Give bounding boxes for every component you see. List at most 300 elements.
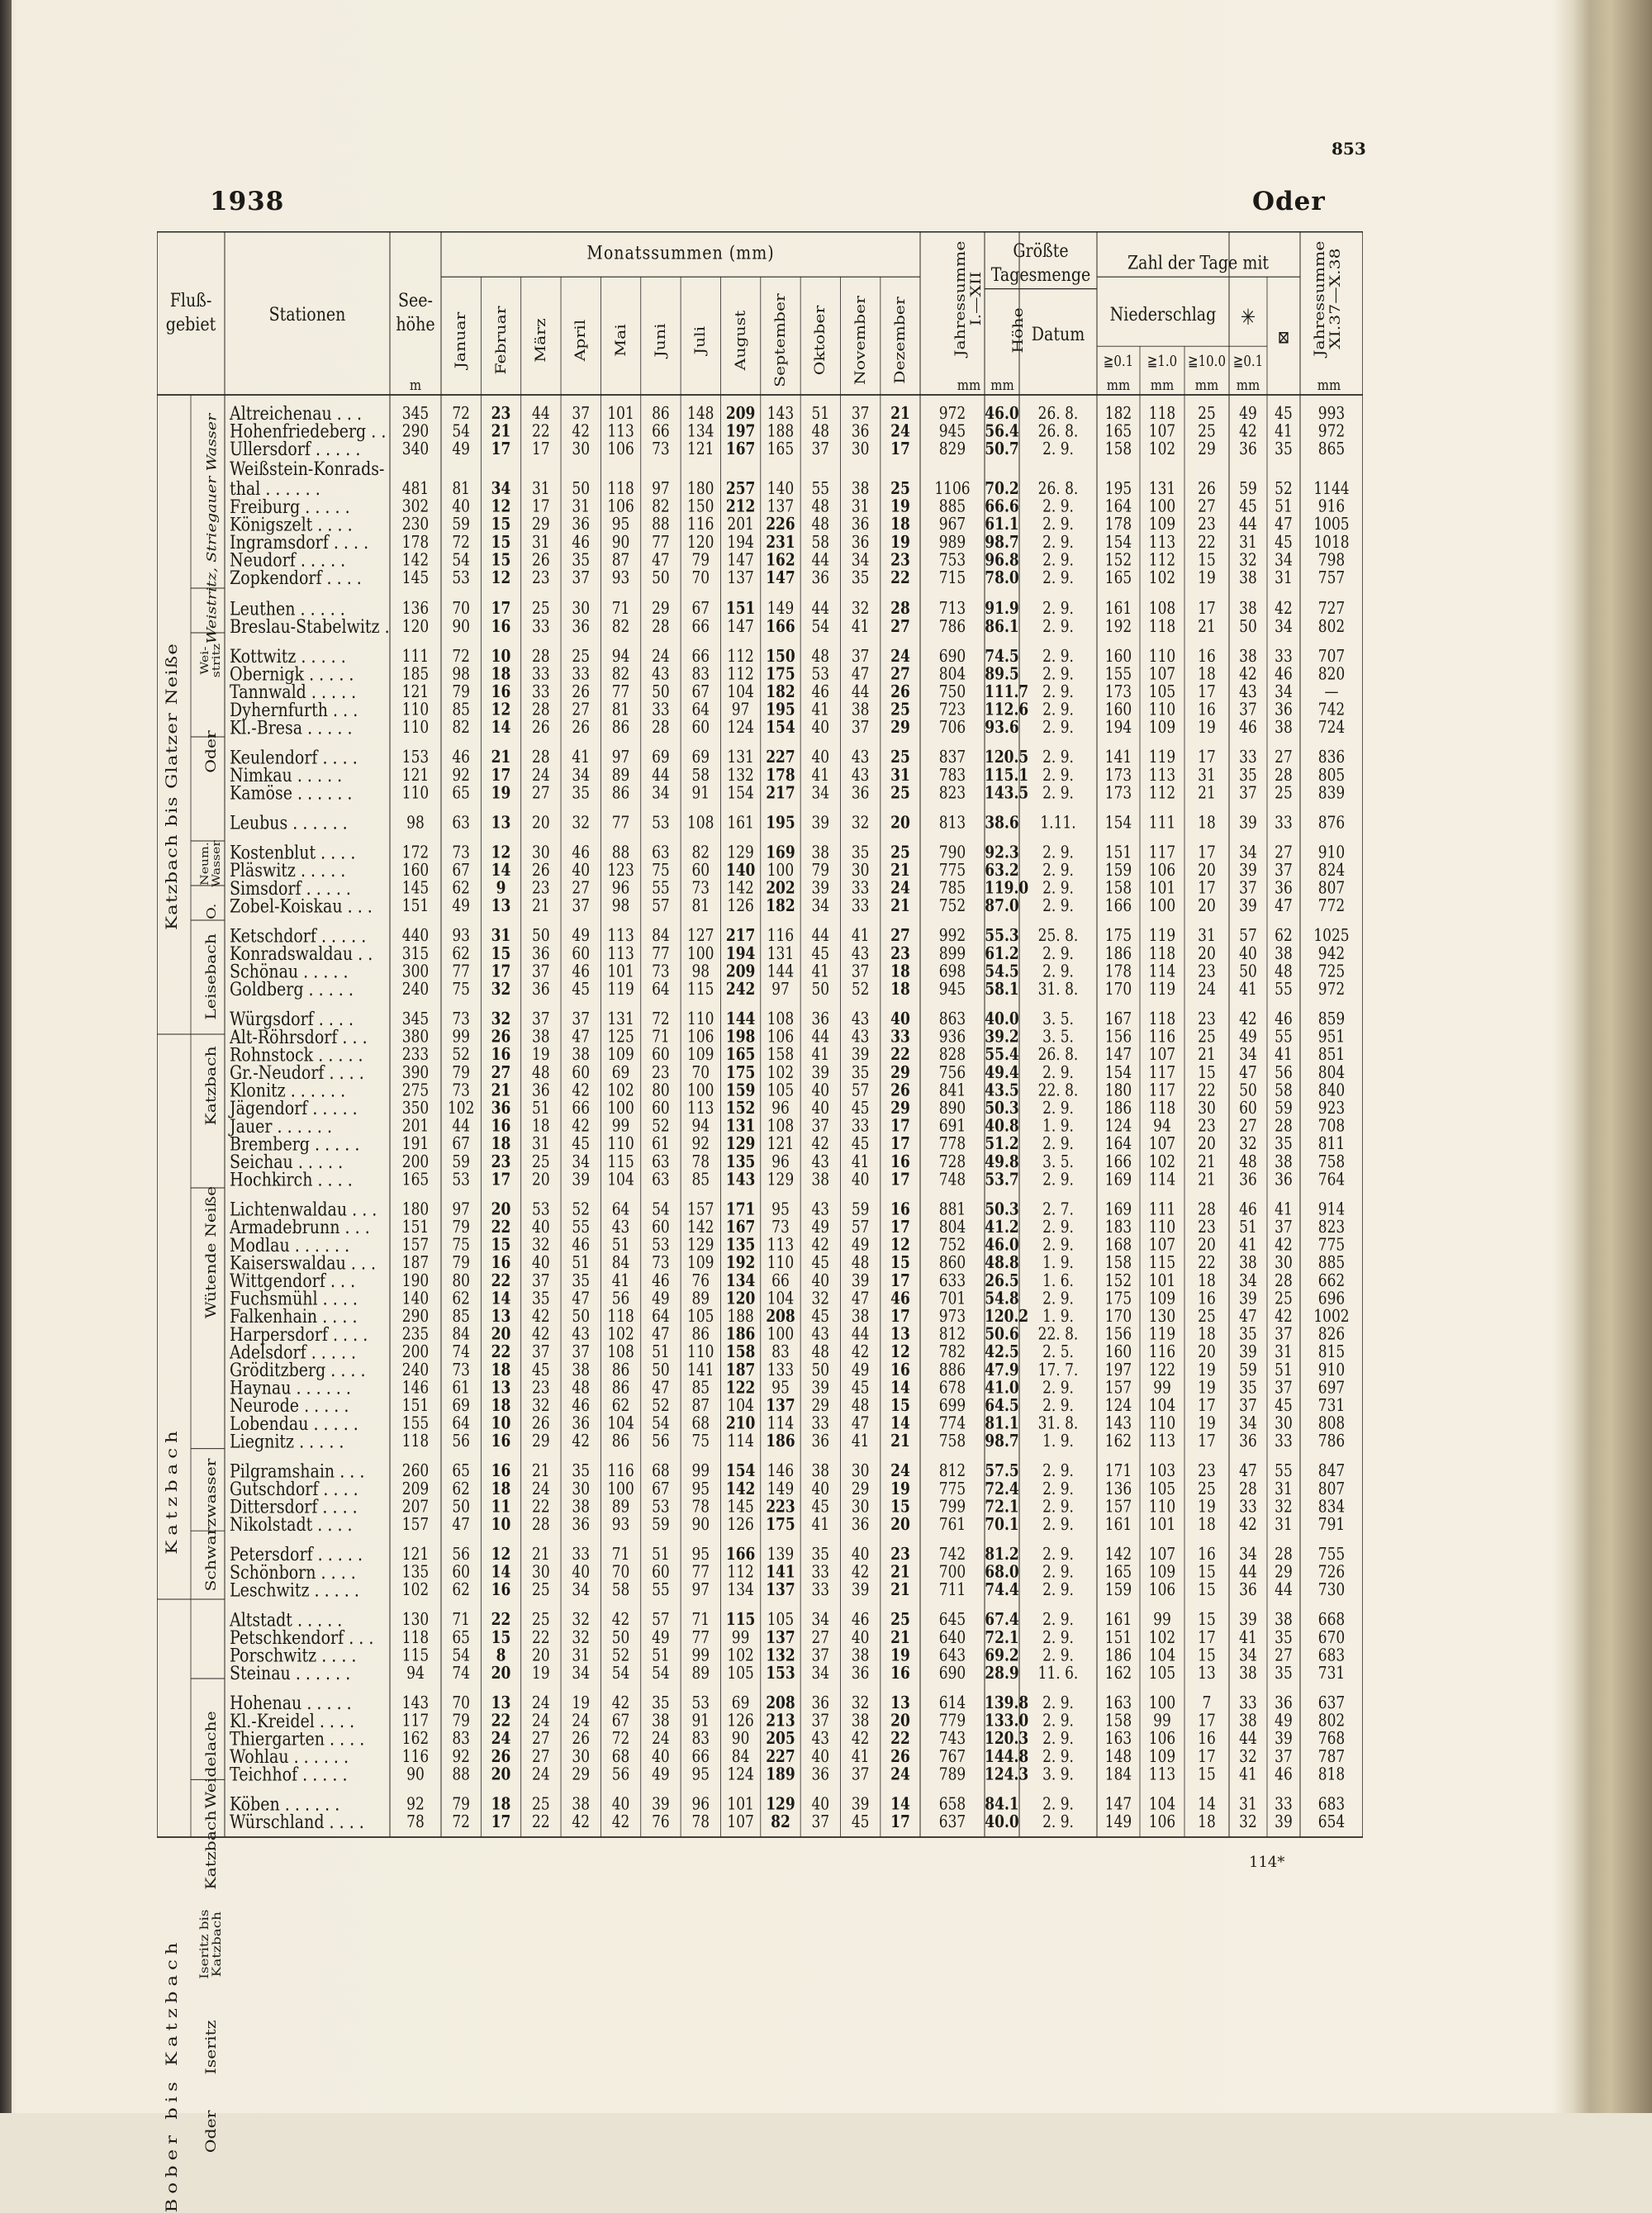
snow-days: 32	[1239, 1746, 1257, 1767]
monthly-sum-cell: 27	[491, 1062, 511, 1083]
max-daily-date: 2. 7.	[1042, 1199, 1074, 1220]
days-ge-10-0: 24	[1198, 980, 1216, 1000]
monthly-sum-cell: 143	[725, 1170, 756, 1190]
monthly-sum-cell: 18	[890, 980, 910, 1000]
days-ge-0-1: 149	[1104, 1812, 1132, 1832]
max-daily-date: 2. 9.	[1042, 1812, 1074, 1832]
max-daily-amount: 139.8	[985, 1693, 1029, 1713]
monthly-sum-cell: 23	[491, 403, 511, 424]
monthly-sum-cell: 31	[532, 479, 550, 499]
snow-days: 59	[1239, 479, 1257, 499]
monthly-sum-cell: 37	[532, 1342, 550, 1363]
header-jahr-xi-unit: mm	[1317, 376, 1341, 394]
monthly-sum-cell: 29	[532, 1432, 550, 1452]
monthly-sum-cell: 43	[851, 765, 870, 786]
subgroup-iseritz: Iseritz	[203, 2020, 220, 2075]
monthly-sum-cell: 43	[811, 1199, 830, 1220]
monthly-sum-cell: 36	[572, 515, 591, 535]
days-ge-10-0: 13	[1198, 1664, 1216, 1684]
max-daily-amount: 133.0	[985, 1711, 1029, 1731]
monthly-sum-cell: 36	[851, 1515, 870, 1536]
monthly-sum-cell: 14	[491, 861, 511, 881]
monthly-sum-cell: 90	[452, 616, 470, 637]
snow-cover-days: 32	[1275, 1497, 1293, 1517]
days-ge-10-0: 25	[1198, 421, 1216, 442]
monthly-sum-cell: 14	[491, 1562, 511, 1583]
monthly-sum-cell: 54	[652, 1199, 670, 1220]
monthly-sum-cell: 33	[572, 1545, 591, 1565]
days-ge-1-0: 130	[1148, 1307, 1176, 1327]
max-daily-amount: 50.6	[985, 1324, 1019, 1345]
monthly-sum-cell: 24	[532, 1479, 550, 1499]
monthly-sum-cell: 60	[572, 1062, 591, 1083]
monthly-sum-cell: 79	[452, 1794, 470, 1815]
monthly-sum-cell: 108	[687, 813, 714, 833]
monthly-sum-cell: 83	[771, 1342, 790, 1363]
monthly-sum-cell: 31	[572, 496, 591, 517]
annual-sum-cell: 637	[938, 1812, 966, 1832]
annual-sum-cell: 786	[938, 616, 966, 637]
days-ge-1-0: 114	[1148, 1170, 1176, 1190]
header-month-12: Dezember	[892, 297, 909, 384]
monthly-sum-cell: 23	[890, 550, 910, 571]
monthly-sum-cell: 32	[532, 1396, 550, 1416]
days-ge-0-1: 162	[1104, 1432, 1132, 1452]
monthly-sum-cell: 99	[691, 1461, 710, 1482]
monthly-sum-cell: 42	[811, 1235, 830, 1256]
station-height: 102	[401, 1580, 430, 1601]
monthly-sum-cell: 145	[727, 1497, 754, 1517]
monthly-sum-cell: 123	[607, 861, 634, 881]
monthly-sum-cell: 41	[851, 616, 870, 637]
snow-days: 38	[1239, 1711, 1257, 1731]
monthly-sum-cell: 113	[607, 926, 634, 947]
snow-days: 34	[1239, 843, 1257, 863]
monthly-sum-cell: 147	[727, 616, 754, 637]
hydrological-year-sum: 798	[1317, 550, 1346, 571]
monthly-sum-cell: 41	[811, 1045, 830, 1066]
monthly-sum-cell: 113	[767, 1235, 795, 1256]
max-daily-amount: 120.3	[985, 1729, 1029, 1750]
monthly-sum-cell: 50	[652, 682, 670, 702]
days-ge-10-0: 19	[1198, 568, 1216, 588]
max-daily-date: 2. 9.	[1042, 896, 1074, 917]
station-name: Ingramsdorf . . . .	[230, 531, 369, 553]
hydrological-year-sum: 637	[1317, 1693, 1346, 1713]
station-name: Alt-Röhrsdorf . . .	[230, 1026, 368, 1048]
max-daily-date: 2. 9.	[1042, 664, 1074, 685]
days-ge-0-1: 156	[1104, 1324, 1132, 1345]
monthly-sum-cell: 78	[691, 1812, 710, 1832]
max-daily-amount: 40.8	[985, 1116, 1019, 1137]
region-title: Oder	[1252, 187, 1326, 216]
days-ge-0-1: 178	[1104, 515, 1132, 535]
monthly-sum-cell: 77	[611, 813, 630, 833]
monthly-sum-cell: 30	[532, 1562, 550, 1583]
station-name: Porschwitz . . . .	[230, 1645, 357, 1667]
days-ge-10-0: 14	[1198, 1794, 1216, 1815]
max-daily-date: 2. 5.	[1042, 1342, 1074, 1363]
subgroup-iseritz-katzbach: Iseritz bis Katzbach	[198, 1909, 224, 1979]
monthly-sum-cell: 30	[572, 439, 591, 459]
snow-cover-days: 33	[1275, 813, 1293, 833]
station-name: Leschwitz . . . . .	[230, 1579, 359, 1602]
hydrological-year-sum: 811	[1317, 1134, 1346, 1155]
monthly-sum-cell: 59	[452, 1152, 470, 1172]
monthly-sum-cell: 17	[890, 1270, 910, 1291]
days-ge-1-0: 109	[1148, 1289, 1176, 1309]
monthly-sum-cell: 119	[607, 980, 634, 1000]
monthly-sum-cell: 32	[532, 1235, 550, 1256]
max-daily-amount: 54.5	[985, 962, 1019, 982]
monthly-sum-cell: 35	[851, 568, 870, 588]
days-ge-10-0: 19	[1198, 718, 1216, 738]
monthly-sum-cell: 45	[851, 1134, 870, 1155]
station-height: 130	[401, 1610, 430, 1631]
monthly-sum-cell: 116	[767, 926, 795, 947]
max-daily-date: 2. 9.	[1042, 682, 1074, 702]
monthly-sum-cell: 21	[890, 403, 910, 424]
monthly-sum-cell: 124	[727, 718, 754, 738]
station-height: 151	[401, 896, 430, 917]
annual-sum-cell: 678	[938, 1378, 966, 1399]
monthly-sum-cell: 59	[851, 1199, 870, 1220]
hydrological-year-sum: 804	[1317, 1062, 1346, 1083]
days-ge-1-0: 102	[1148, 439, 1176, 459]
hydrological-year-sum: 775	[1317, 1235, 1346, 1256]
monthly-sum-cell: 116	[687, 515, 714, 535]
max-daily-date: 2. 9.	[1042, 616, 1074, 637]
days-ge-10-0: 27	[1198, 496, 1216, 517]
monthly-sum-cell: 158	[725, 1342, 756, 1363]
monthly-sum-cell: 33	[851, 896, 870, 917]
monthly-sum-cell: 32	[572, 813, 591, 833]
monthly-sum-cell: 24	[532, 1693, 550, 1713]
annual-sum-cell: 881	[938, 1199, 966, 1220]
annual-sum-cell: 778	[938, 1134, 966, 1155]
max-daily-date: 2. 9.	[1042, 1646, 1074, 1666]
monthly-sum-cell: 142	[727, 878, 754, 899]
subgroup-schwarzwasser: Schwarzwasser	[203, 1458, 220, 1592]
max-daily-amount: 72.1	[985, 1627, 1019, 1648]
monthly-sum-cell: 38	[851, 1307, 870, 1327]
monthly-sum-cell: 104	[767, 1289, 795, 1309]
monthly-sum-cell: 86	[611, 783, 630, 804]
max-daily-date: 26. 8.	[1037, 403, 1079, 424]
station-name: Dittersdorf . . . .	[230, 1496, 358, 1518]
monthly-sum-cell: 90	[691, 1515, 710, 1536]
snow-cover-days: 34	[1275, 682, 1293, 702]
monthly-sum-cell: 39	[851, 1794, 870, 1815]
monthly-sum-cell: 75	[691, 1432, 710, 1452]
monthly-sum-cell: 26	[491, 1746, 511, 1767]
days-ge-0-1: 158	[1104, 1253, 1132, 1274]
monthly-sum-cell: 54	[452, 1646, 470, 1666]
monthly-sum-cell: 45	[851, 1812, 870, 1832]
monthly-sum-cell: 70	[452, 599, 470, 620]
monthly-sum-cell: 9	[496, 878, 506, 899]
monthly-sum-cell: 223	[766, 1497, 795, 1517]
annual-sum-cell: 753	[938, 550, 966, 571]
monthly-sum-cell: 37	[811, 1812, 830, 1832]
monthly-sum-cell: 95	[691, 1545, 710, 1565]
monthly-sum-cell: 41	[851, 926, 870, 947]
monthly-sum-cell: 41	[611, 1270, 630, 1291]
monthly-sum-cell: 18	[890, 962, 910, 982]
monthly-sum-cell: 93	[611, 1515, 630, 1536]
days-ge-10-0: 23	[1198, 962, 1216, 982]
annual-sum-cell: 841	[938, 1080, 966, 1101]
monthly-sum-cell: 37	[851, 403, 870, 424]
days-ge-0-1: 160	[1104, 1342, 1132, 1363]
hydrological-year-sum: 802	[1317, 1711, 1346, 1731]
snow-cover-days: 36	[1275, 700, 1293, 720]
monthly-sum-cell: 23	[491, 1152, 511, 1172]
monthly-sum-cell: 37	[532, 962, 550, 982]
days-ge-1-0: 131	[1148, 479, 1176, 499]
days-ge-0-1: 194	[1104, 718, 1132, 738]
hydrological-year-sum: 865	[1317, 439, 1346, 459]
header-month-1: Januar	[453, 311, 470, 369]
max-daily-date: 25. 8.	[1037, 926, 1079, 947]
monthly-sum-cell: 99	[611, 1116, 630, 1137]
annual-sum-cell: 799	[938, 1497, 966, 1517]
monthly-sum-cell: 55	[572, 1218, 591, 1237]
monthly-sum-cell: 81	[611, 700, 630, 720]
max-daily-date: 1. 9.	[1042, 1432, 1074, 1452]
monthly-sum-cell: 26	[572, 1729, 591, 1750]
monthly-sum-cell: 22	[532, 1627, 550, 1648]
max-daily-date: 2. 9.	[1042, 1218, 1074, 1237]
monthly-sum-cell: 97	[691, 1580, 710, 1601]
monthly-sum-cell: 95	[611, 515, 630, 535]
snow-cover-days: 35	[1275, 1627, 1293, 1648]
monthly-sum-cell: 100	[767, 1324, 795, 1345]
monthly-sum-cell: 44	[452, 1116, 470, 1137]
monthly-sum-cell: 227	[766, 748, 795, 768]
monthly-sum-cell: 90	[731, 1729, 750, 1750]
snow-days: 39	[1239, 1342, 1257, 1363]
monthly-sum-cell: 42	[851, 1729, 870, 1750]
monthly-sum-cell: 121	[767, 1134, 795, 1155]
header-snow-unit: mm	[1236, 376, 1260, 394]
monthly-sum-cell: 195	[766, 700, 795, 720]
days-ge-1-0: 107	[1148, 664, 1176, 685]
monthly-sum-cell: 49	[851, 1360, 870, 1380]
monthly-sum-cell: 30	[572, 1479, 591, 1499]
monthly-sum-cell: 39	[811, 1378, 830, 1399]
monthly-sum-cell: 40	[452, 496, 470, 517]
max-daily-date: 3. 9.	[1042, 1764, 1074, 1785]
monthly-sum-cell: 45	[811, 1253, 830, 1274]
station-name: Goldberg . . . . .	[230, 978, 354, 1001]
monthly-sum-cell: 126	[727, 1711, 754, 1731]
monthly-sum-cell: 27	[811, 1627, 830, 1648]
max-daily-amount: 98.7	[985, 532, 1019, 553]
monthly-sum-cell: 15	[890, 1253, 910, 1274]
monthly-sum-cell: 53	[452, 568, 470, 588]
monthly-sum-cell: 40	[532, 1253, 550, 1274]
max-daily-amount: 47.9	[985, 1360, 1019, 1380]
days-ge-0-1: 169	[1104, 1199, 1132, 1220]
monthly-sum-cell: 44	[532, 403, 550, 424]
monthly-sum-cell: 97	[652, 479, 670, 499]
snow-cover-days: 28	[1275, 1545, 1293, 1565]
monthly-sum-cell: 73	[452, 1360, 470, 1380]
monthly-sum-cell: 26	[890, 1746, 910, 1767]
monthly-sum-cell: 67	[691, 599, 710, 620]
monthly-sum-cell: 18	[491, 664, 511, 685]
max-daily-date: 1. 9.	[1042, 1307, 1074, 1327]
monthly-sum-cell: 14	[890, 1378, 910, 1399]
monthly-sum-cell: 12	[890, 1235, 910, 1256]
monthly-sum-cell: 25	[890, 843, 910, 863]
monthly-sum-cell: 143	[767, 403, 795, 424]
header-stationen: Stationen	[268, 303, 346, 325]
monthly-sum-cell: 36	[532, 1080, 550, 1101]
station-name: Harpersdorf . . . .	[230, 1323, 368, 1346]
days-ge-1-0: 118	[1148, 616, 1176, 637]
hydrological-year-sum: 840	[1317, 1080, 1346, 1101]
monthly-sum-cell: 61	[452, 1378, 470, 1399]
days-ge-0-1: 161	[1104, 1515, 1132, 1536]
monthly-sum-cell: 137	[766, 1580, 795, 1601]
monthly-sum-cell: 21	[491, 748, 511, 768]
monthly-sum-cell: 121	[687, 439, 714, 459]
monthly-sum-cell: 49	[652, 1289, 670, 1309]
station-height: 160	[401, 861, 430, 881]
monthly-sum-cell: 28	[532, 748, 550, 768]
max-daily-date: 2. 9.	[1042, 1497, 1074, 1517]
monthly-sum-cell: 86	[611, 1378, 630, 1399]
monthly-sum-cell: 126	[727, 1515, 754, 1536]
monthly-sum-cell: 166	[725, 1545, 756, 1565]
monthly-sum-cell: 35	[572, 1270, 591, 1291]
monthly-sum-cell: 36	[851, 783, 870, 804]
station-name: Liegnitz . . . . .	[230, 1431, 344, 1453]
monthly-sum-cell: 77	[452, 962, 470, 982]
monthly-sum-cell: 149	[767, 599, 795, 620]
monthly-sum-cell: 21	[491, 421, 511, 442]
station-height: 190	[401, 1270, 430, 1291]
snow-days: 42	[1239, 1515, 1257, 1536]
monthly-sum-cell: 134	[725, 1270, 756, 1291]
days-ge-0-1: 197	[1104, 1360, 1132, 1380]
monthly-sum-cell: 15	[491, 550, 511, 571]
days-ge-0-1: 142	[1104, 1545, 1132, 1565]
days-ge-10-0: 15	[1198, 550, 1216, 571]
monthly-sum-cell: 33	[851, 878, 870, 899]
monthly-sum-cell: 29	[572, 1764, 591, 1785]
annual-sum-cell: 804	[938, 1218, 966, 1237]
annual-sum-cell: 752	[938, 896, 966, 917]
max-daily-date: 17. 7.	[1037, 1360, 1079, 1380]
snow-days: 47	[1239, 1307, 1257, 1327]
monthly-sum-cell: 50	[572, 1307, 591, 1327]
monthly-sum-cell: 91	[691, 783, 710, 804]
station-height: 481	[401, 479, 430, 499]
monthly-sum-cell: 45	[572, 980, 591, 1000]
max-daily-amount: 67.4	[985, 1610, 1019, 1631]
monthly-sum-cell: 27	[890, 616, 910, 637]
max-daily-date: 2. 9.	[1042, 1729, 1074, 1750]
hydrological-year-sum: 726	[1317, 1562, 1346, 1583]
monthly-sum-cell: 47	[652, 1378, 670, 1399]
station-height: 230	[401, 515, 430, 535]
snow-cover-days: 36	[1275, 878, 1293, 899]
monthly-sum-cell: 159	[725, 1080, 756, 1101]
monthly-sum-cell: 35	[572, 1461, 591, 1482]
max-daily-amount: 112.6	[985, 700, 1029, 720]
days-ge-10-0: 16	[1198, 1545, 1216, 1565]
snow-days: 48	[1239, 1152, 1257, 1172]
monthly-sum-cell: 16	[890, 1360, 910, 1380]
monthly-sum-cell: 37	[811, 1116, 830, 1137]
max-daily-amount: 50.7	[985, 439, 1019, 459]
monthly-sum-cell: 71	[652, 1027, 670, 1047]
snow-cover-days: 28	[1275, 1270, 1293, 1291]
hydrological-year-sum: 910	[1317, 1360, 1346, 1380]
station-name: thal . . . . . .	[230, 477, 320, 501]
monthly-sum-cell: 49	[652, 1627, 670, 1648]
monthly-sum-cell: 17	[532, 496, 550, 517]
monthly-sum-cell: 40	[611, 1794, 630, 1815]
days-ge-10-0: 18	[1198, 1812, 1216, 1832]
snow-cover-days: 37	[1275, 1746, 1293, 1767]
monthly-sum-cell: 69	[452, 1396, 470, 1416]
station-height: 233	[401, 1045, 430, 1066]
monthly-sum-cell: 257	[725, 479, 756, 499]
station-name: Zobel-Koiskau . . .	[230, 895, 373, 918]
monthly-sum-cell: 88	[652, 515, 670, 535]
monthly-sum-cell: 64	[652, 980, 670, 1000]
monthly-sum-cell: 14	[491, 1289, 511, 1309]
monthly-sum-cell: 31	[491, 926, 511, 947]
hydrological-year-sum: 768	[1317, 1729, 1346, 1750]
monthly-sum-cell: 135	[725, 1235, 756, 1256]
monthly-sum-cell: 43	[851, 1009, 870, 1029]
monthly-sum-cell: 16	[491, 616, 511, 637]
max-daily-date: 31. 8.	[1037, 1413, 1079, 1434]
monthly-sum-cell: 38	[572, 1794, 591, 1815]
days-ge-0-1: 160	[1104, 700, 1132, 720]
days-ge-0-1: 168	[1104, 1235, 1132, 1256]
annual-sum-cell: 758	[938, 1432, 966, 1452]
snow-days: 39	[1239, 1289, 1257, 1309]
monthly-sum-cell: 16	[890, 1664, 910, 1684]
max-daily-amount: 92.3	[985, 843, 1019, 863]
monthly-sum-cell: 26	[890, 1080, 910, 1101]
monthly-sum-cell: 73	[652, 439, 670, 459]
monthly-sum-cell: 201	[727, 515, 754, 535]
monthly-sum-cell: 98	[691, 962, 710, 982]
monthly-sum-cell: 24	[890, 1764, 910, 1785]
monthly-sum-cell: 41	[811, 962, 830, 982]
max-daily-amount: 64.5	[985, 1396, 1019, 1416]
hydrological-year-sum: 772	[1317, 896, 1346, 917]
monthly-sum-cell: 40	[572, 1562, 591, 1583]
snow-cover-days: 30	[1275, 1413, 1293, 1434]
days-ge-1-0: 102	[1148, 568, 1176, 588]
station-name: Lobendau . . . . .	[230, 1413, 358, 1435]
snow-days: 32	[1239, 550, 1257, 571]
monthly-sum-cell: 37	[532, 1270, 550, 1291]
monthly-sum-cell: 47	[851, 1413, 870, 1434]
max-daily-date: 2. 9.	[1042, 765, 1074, 786]
days-ge-10-0: 15	[1198, 1062, 1216, 1083]
days-ge-10-0: 21	[1198, 1045, 1216, 1066]
station-name: Kl.-Kreidel . . . .	[230, 1710, 355, 1732]
